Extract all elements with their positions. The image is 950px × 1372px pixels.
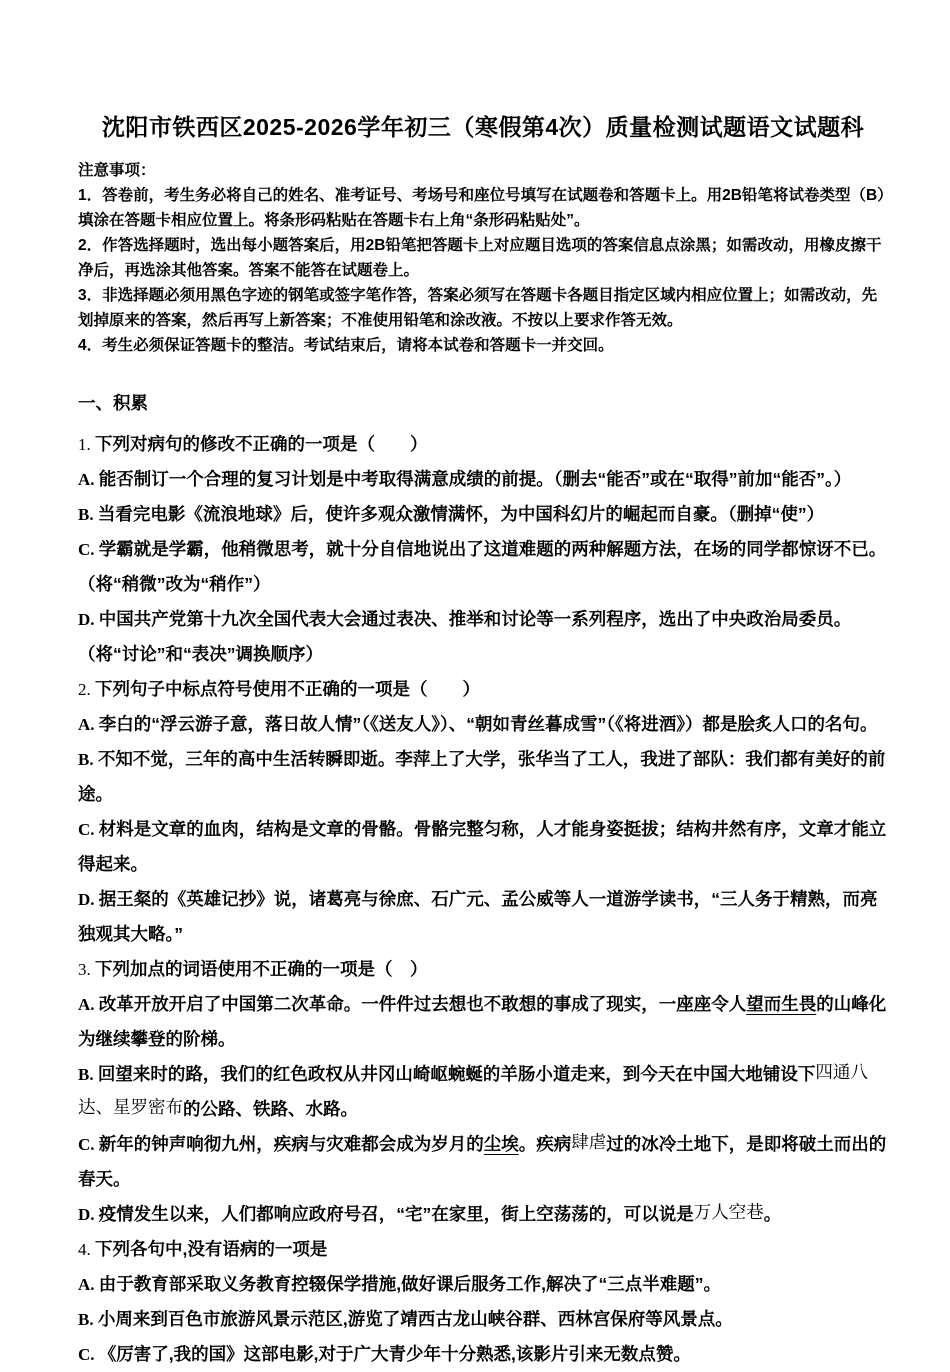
option-label: B. (78, 505, 98, 524)
section-heading: 一、积累 (78, 393, 148, 413)
option-label: C. (78, 540, 99, 559)
question-option: D. 中国共产党第十九次全国代表大会通过表决、推举和讨论等一系列程序，选出了中央政治局委员。（将“讨论”和“表决”调换顺序） (78, 609, 852, 664)
option-label: C. (78, 820, 99, 839)
notice-item: 1．答卷前，考生务必将自己的姓名、准考证号、考场号和座位号填写在试题卷和答题卡上。用2B铅笔将试卷类型（B）填涂在答题卡相应位置上。将条形码粘贴在答题卡右上角“条形码粘贴处”。 (78, 187, 885, 229)
question-option: A. 李白的“浮云游子意，落日故人情”（《送友人》）、“朝如青丝暮成雪”（《将进酒》）都是脍炙人口的名句。 (78, 714, 878, 734)
questions (78, 427, 888, 1372)
notice-heading: 注意事项： (78, 162, 156, 179)
option-label: B. (78, 1065, 98, 1084)
question-option: C. 新年的钟声响彻九州，疾病与灾难都会成为岁月的尘埃。疾病肆虐过的冰冷土地下，是即将破土而出的春天。 (78, 1132, 887, 1189)
emphasized-word: 万人空巷 (693, 1202, 764, 1222)
option-label: A. (78, 715, 99, 734)
question-option: A. 能否制订一个合理的复习计划是中考取得满意成绩的前提。（删去“能否”或在“取得”前加“能否”。） (78, 469, 852, 489)
notice-item: 2．作答选择题时，选出每小题答案后，用2B铅笔把答题卡上对应题目选项的答案信息点涂黑；如需改动，用橡皮擦干净后，再选涂其他答案。答案不能答在试题卷上。 (78, 237, 882, 279)
question-option: C. 材料是文章的血肉，结构是文章的骨骼。骨骼完整匀称，人才能身姿挺拔；结构井然有序，文章才能立得起来。 (78, 819, 887, 874)
question-option: C. 学霸就是学霸，他稍微思考，就十分自信地说出了这道难题的两种解题方法，在场的同学都惊讶不已。（将“稍微”改为“稍作”） (78, 539, 887, 594)
option-label: A. (78, 1275, 99, 1294)
option-label: C. (78, 1345, 99, 1364)
question-number: 2. (78, 680, 95, 699)
question-number: 3. (78, 960, 95, 979)
option-label: D. (78, 1205, 99, 1224)
question-stem: 1. 下列对病句的修改不正确的一项是（ ） (78, 434, 428, 454)
emphasized-word: 尘埃 (483, 1134, 519, 1154)
notice-item: 4．考生必须保证答题卡的整洁。考试结束后，请将本试卷和答题卡一并交回。 (78, 337, 614, 354)
question-option: C. 《厉害了,我的国》这部电影,对于广大青少年十分熟悉,该影片引来无数点赞。 (78, 1344, 691, 1364)
question-option: D. 据王粲的《英雄记抄》说，诸葛亮与徐庶、石广元、孟公威等人一道游学读书，“三人务于精熟，而亮独观其大略。” (78, 889, 878, 944)
option-label: D. (78, 610, 99, 629)
notice-section (78, 158, 888, 358)
emphasized-word: 四通八达、星罗密布 (78, 1062, 868, 1117)
page-title: 沈阳市铁西区2025-2026学年初三（寒假第4次）质量检测试题语文试题科 (101, 114, 865, 140)
option-label: D. (78, 890, 99, 909)
question-option: B. 当看完电影《流浪地球》后，使许多观众激情满怀，为中国科幻片的崛起而自豪。（删掉“使”） (78, 504, 825, 524)
question-option: D. 疫情发生以来，人们都响应政府号召，“宅”在家里，街上空荡荡的，可以说是万人空巷。 (78, 1202, 782, 1224)
option-label: A. (78, 995, 99, 1014)
question-option: B. 不知不觉，三年的高中生活转瞬即逝。李萍上了大学，张华当了工人，我进了部队：我们都有美好的前途。 (78, 749, 886, 804)
question-number: 4. (78, 1240, 95, 1259)
emphasized-word: 望而生畏 (746, 994, 817, 1014)
question-stem: 3. 下列加点的词语使用不正确的一项是（ ） (78, 959, 428, 979)
notice-item: 3．非选择题必须用黑色字迹的钢笔或签字笔作答，答案必须写在答题卡各题目指定区域内相应位置上；如需改动，先划掉原来的答案，然后再写上新答案；不准使用铅笔和涂改液。不按以上要求作答无效。 (78, 287, 878, 329)
option-label: B. (78, 1310, 98, 1329)
notice-list (78, 183, 888, 358)
question-stem: 2. 下列句子中标点符号使用不正确的一项是（ ） (78, 679, 480, 699)
question-option: A. 改革开放开启了中国第二次革命。一件件过去想也不敢想的事成了现实，一座座令人望而生畏的山峰化为继续攀登的阶梯。 (78, 994, 887, 1049)
question-stem: 4. 下列各句中,没有语病的一项是 (78, 1239, 328, 1259)
question-number: 1. (78, 435, 95, 454)
option-label: C. (78, 1135, 99, 1154)
question-option: B. 回望来时的路，我们的红色政权从井冈山崎岖蜿蜒的羊肠小道走来，到今天在中国大地铺设下四通八达、星罗密布的公路、铁路、水路。 (78, 1062, 868, 1119)
question-option: A. 由于教育部采取义务教育控辍保学措施,做好课后服务工作,解决了“三点半难题”。 (78, 1274, 722, 1294)
option-label: A. (78, 470, 99, 489)
emphasized-word: 肆虐 (571, 1132, 607, 1152)
option-label: B. (78, 750, 98, 769)
question-option: B. 小周来到百色市旅游风景示范区,游览了靖西古龙山峡谷群、西林宫保府等风景点。 (78, 1309, 733, 1329)
